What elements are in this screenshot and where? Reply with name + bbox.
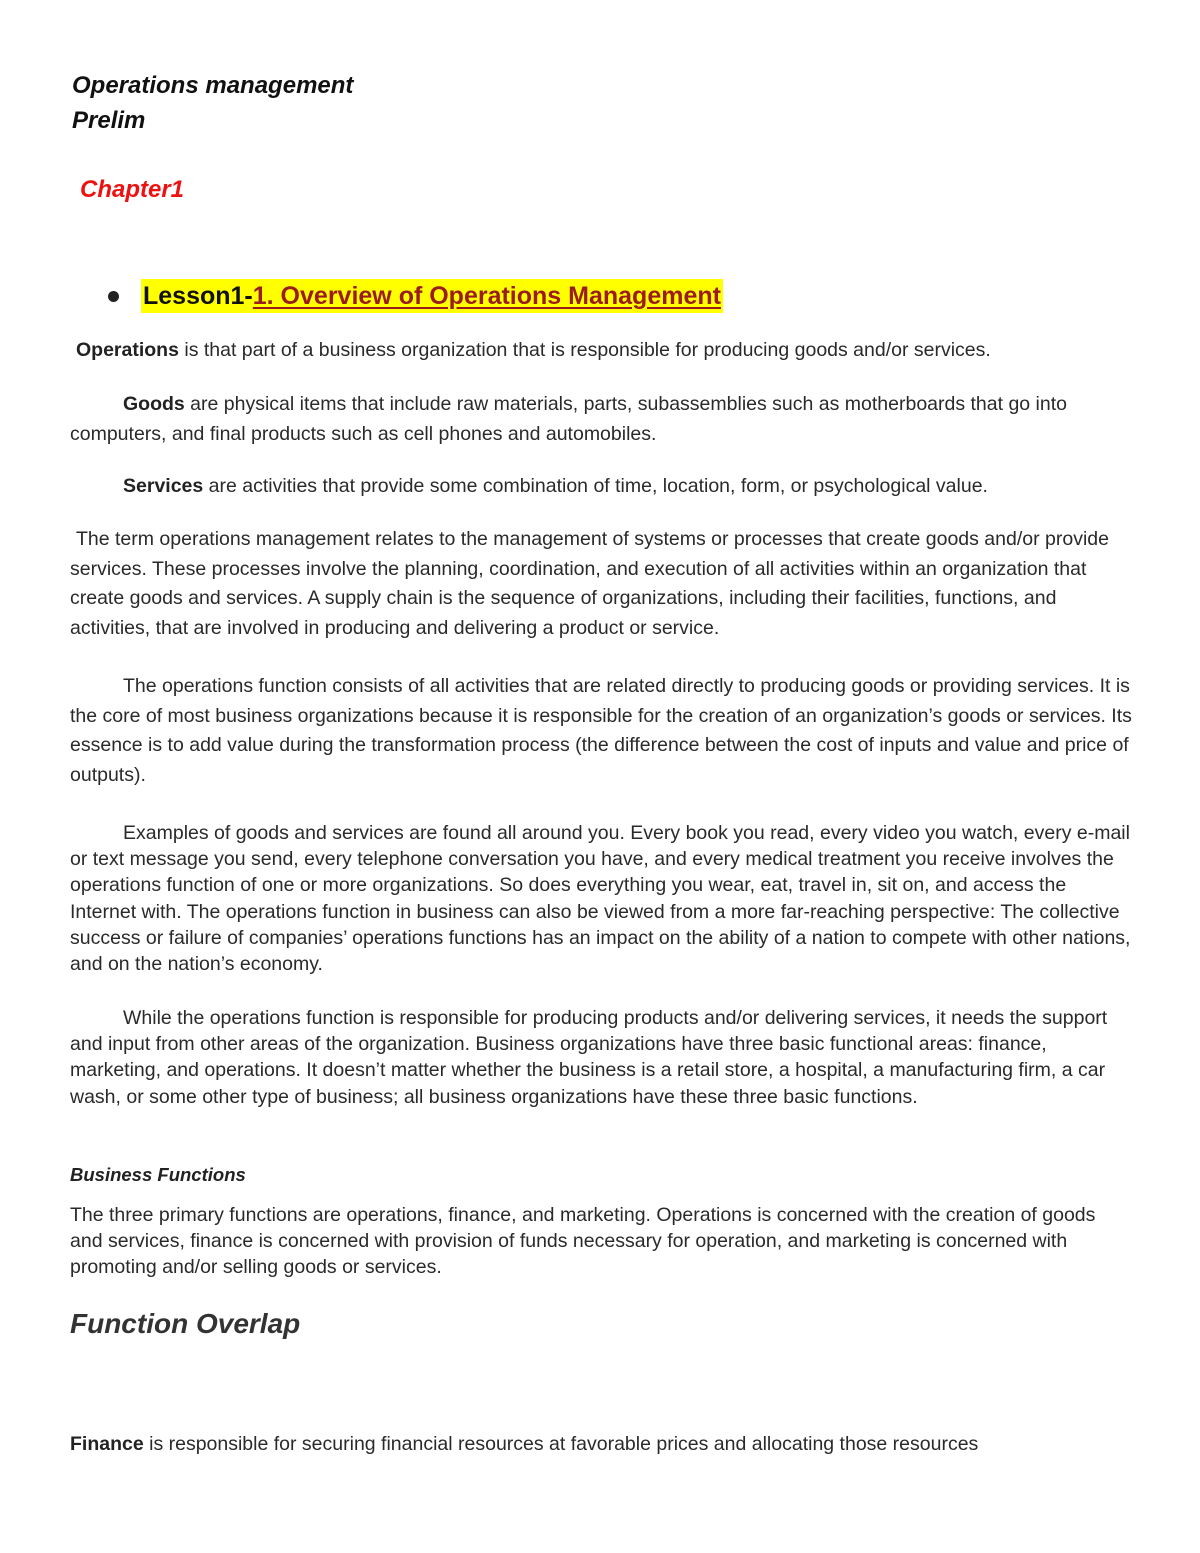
services-definition: [70, 472, 1132, 502]
goods-definition: [70, 390, 1132, 449]
business-functions-paragraph: The three primary functions are operations, finance, and marketing. Operations is concerned with the creation of goods and services, finance is concerned with provision of funds necessary for operation, and marketing is concerned with promoting and/or selling goods or services.: [70, 1204, 1096, 1279]
services-text: are activities that provide some combination of time, location, form, or psychological value.: [203, 475, 988, 497]
document-subtitle: Prelim: [72, 107, 146, 134]
operations-function-paragraph: The operations function consists of all activities that are related directly to producing goods or providing services. It is the core of most business organizations because it is responsible for the creation of an organization’s goods or services. Its essence is to add value during the transformation process (the difference between the cost of inputs and value and price of outputs).: [70, 675, 1132, 786]
bullet-icon: [108, 291, 119, 302]
examples-paragraph: Examples of goods and services are found all around you. Every book you read, every video you watch, every e-mail or text message you send, every telephone conversation you have, and every medical treatment you receive involves the operations function of one or more organizations. So does everything you wear, eat, travel in, sit on, and access the Internet with. The operations function in business can also be viewed from a more far-reaching perspective: The collective success or failure of companies’ operations functions has an impact on the ability of a nation to compete with other nations, and on the nation’s economy.: [70, 822, 1131, 976]
document-title: Operations management: [72, 72, 354, 99]
services-term: Services: [123, 475, 204, 497]
goods-term: Goods: [123, 393, 185, 415]
lesson-heading: [141, 279, 723, 313]
lesson-prefix: Lesson1-: [143, 282, 253, 310]
operations-term: Operations: [76, 339, 179, 361]
goods-text: are physical items that include raw materials, parts, subassemblies such as motherboards that go into computers, and final products such as cell phones and automobiles.: [70, 393, 1068, 445]
finance-text: is responsible for securing financial resources at favorable prices and allocating those resources: [143, 1433, 979, 1455]
business-functions-heading: Business Functions: [70, 1164, 246, 1185]
chapter-heading: Chapter1: [80, 176, 185, 203]
lesson-link[interactable]: 1. Overview of Operations Management: [252, 282, 721, 310]
finance-term: Finance: [70, 1433, 144, 1455]
operations-definition: [76, 336, 1138, 366]
function-overlap-heading: Function Overlap: [70, 1308, 301, 1339]
operations-management-paragraph: The term operations management relates to the management of systems or processes that create goods and/or provide services. These processes involve the planning, coordination, and execution of all activities within an organization that create goods and services. A supply chain is the sequence of organizations, including their facilities, functions, and activities, that are involved in producing and delivering a product or service.: [70, 528, 1109, 639]
finance-paragraph: [70, 1430, 1132, 1460]
lesson-list-item: [108, 278, 723, 314]
operations-text: is that part of a business organization that is responsible for producing goods and/or services.: [178, 339, 991, 361]
support-paragraph: While the operations function is responsible for producing products and/or delivering services, it needs the support and input from other areas of the organization. Business organizations have three basic functional areas: finance, marketing, and operations. It doesn’t matter whether the business is a retail store, a hospital, a manufacturing firm, a car wash, or some other type of business; all business organizations have these three basic functions.: [70, 1007, 1108, 1108]
